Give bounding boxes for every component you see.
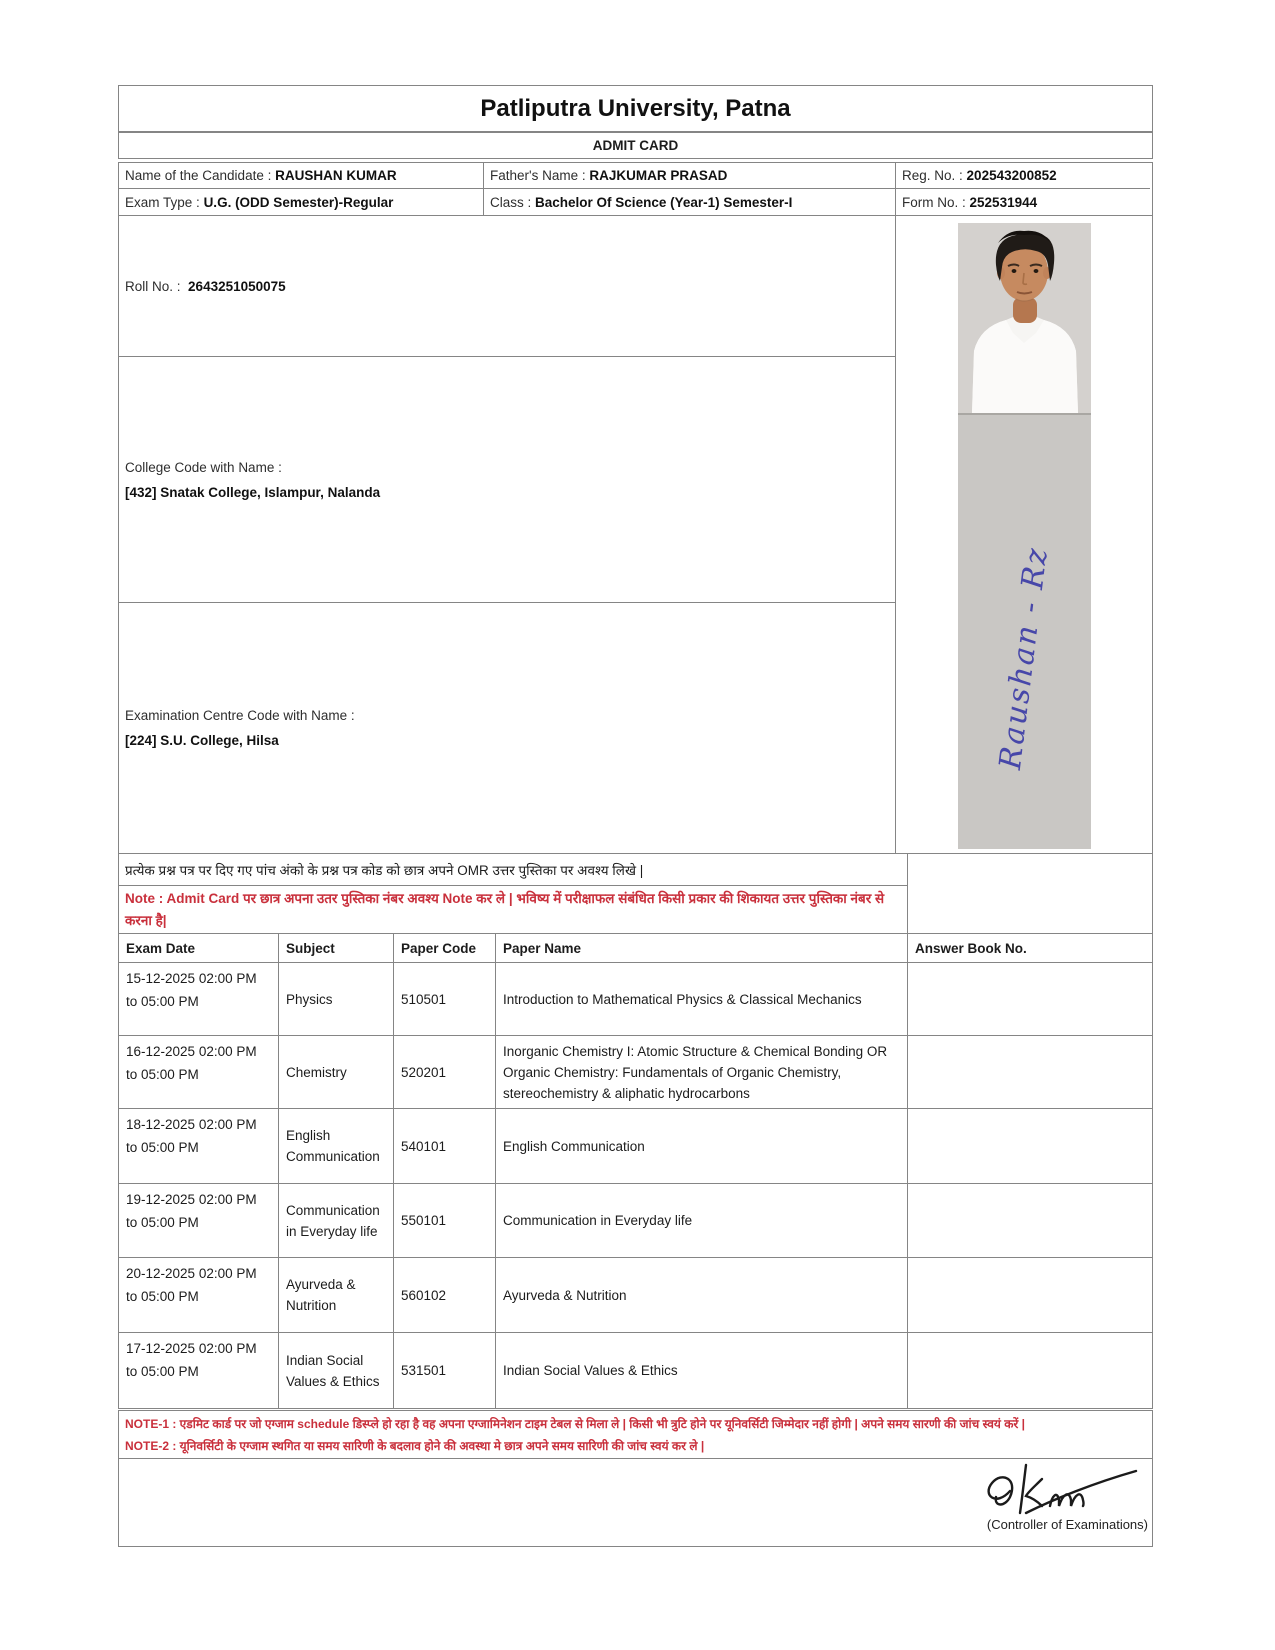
candidate-detail-column: [119, 216, 896, 853]
form-no-label: Form No. :: [902, 194, 966, 210]
notes-empty-cell: [908, 854, 1152, 933]
college-value: [432] Snatak College, Islampur, Nalanda: [125, 484, 381, 500]
omr-note: प्रत्येक प्रश्न पत्र पर दिए गए पांच अंको के प्रश्न पत्र कोड को छात्र अपने OMR उत्तर पुस्तिका पर अवश्य लिखे |: [119, 854, 907, 886]
exam-centre-label: Examination Centre Code with Name :: [125, 708, 355, 723]
admit-red-note: Note : Admit Card पर छात्र अपना उतर पुस्तिका नंबर अवश्य Note कर ले | भविष्य में परीक्षाफल संबंधित किसी प्रकार की शिकायत उत्तर पुस्तिका नंबर से करना है|: [125, 891, 885, 928]
subject-cell: Ayurveda & Nutrition: [279, 1258, 394, 1333]
answer-book-no-cell: [908, 1184, 1152, 1258]
answer-book-no-cell: [908, 1036, 1152, 1109]
college-label: College Code with Name :: [125, 459, 282, 475]
reg-no-label: Reg. No. :: [902, 168, 963, 183]
paper-name-cell: Inorganic Chemistry I: Atomic Structure & Chemical Bonding OR Organic Chemistry: Fundamentals of Organic Chemistry, stereochemistry & aliphatic hydrocarbons: [496, 1036, 908, 1109]
roll-no-value: 2643251050075: [188, 278, 286, 294]
paper-code-cell: 510501: [394, 963, 496, 1036]
admit-card-label: ADMIT CARD: [592, 138, 679, 153]
exam-centre-value: [224] S.U. College, Hilsa: [125, 733, 279, 748]
footer-signature-area: [118, 1459, 1153, 1547]
candidate-name-label: Name of the Candidate :: [125, 168, 272, 183]
candidate-signature-strip: [958, 413, 1091, 849]
admit-card-band: [118, 132, 1153, 159]
university-title-row: [118, 85, 1153, 132]
photo-column: [896, 216, 1152, 853]
exam-type-value: U.G. (ODD Semester)-Regular: [203, 194, 394, 210]
exam-date-cell: 20-12-2025 02:00 PM to 05:00 PM: [119, 1258, 279, 1333]
class-cell: [484, 189, 896, 215]
father-name-value: RAJKUMAR PRASAD: [589, 168, 728, 183]
subject-cell: Communication in Everyday life: [279, 1184, 394, 1258]
footer-note-1: NOTE-1 : एडमिट कार्ड पर जो एग्जाम schedule डिस्प्ले हो रहा है वह अपना एग्जामिनेशन टाइम टेबल से मिला ले | किसी भी त्रुटि होने पर यूनिवर्सिटी जिम्मेदार नहीं होगी | अपने समय सारणी की जांच स्वयं करें |: [125, 1417, 1026, 1431]
exam-date-cell: 19-12-2025 02:00 PM to 05:00 PM: [119, 1184, 279, 1258]
candidate-photo: [958, 223, 1091, 413]
subject-cell: Indian Social Values & Ethics: [279, 1333, 394, 1408]
subject-cell: Physics: [279, 963, 394, 1036]
exam-date-cell: 15-12-2025 02:00 PM to 05:00 PM: [119, 963, 279, 1036]
reg-no-value: 202543200852: [966, 168, 1057, 183]
exam-date-cell: 17-12-2025 02:00 PM to 05:00 PM: [119, 1333, 279, 1408]
form-no-value: 252531944: [969, 194, 1038, 210]
father-name-cell: [484, 163, 896, 189]
candidate-name-cell: [119, 163, 484, 189]
paper-name-cell: Indian Social Values & Ethics: [496, 1333, 908, 1408]
notes-column: [119, 854, 908, 933]
controller-of-examinations-label: (Controller of Examinations): [986, 1517, 1148, 1532]
paper-code-cell: 550101: [394, 1184, 496, 1258]
answer-book-no-cell: [908, 963, 1152, 1036]
exam-centre-cell: [119, 603, 895, 853]
notes-section: [118, 854, 1153, 934]
subject-cell: English Communication: [279, 1109, 394, 1184]
header-paper-code: Paper Code: [394, 934, 496, 963]
roll-no-label: Roll No. :: [125, 278, 185, 294]
footer-notes-box: [118, 1410, 1153, 1459]
answer-book-no-cell: [908, 1333, 1152, 1408]
header-paper-name: Paper Name: [496, 934, 908, 963]
candidate-body-section: [118, 216, 1153, 854]
exam-schedule-table: [118, 934, 1153, 1409]
header-subject: Subject: [279, 934, 394, 963]
candidate-portrait-image: [958, 223, 1091, 413]
candidate-name-value: RAUSHAN KUMAR: [275, 168, 397, 183]
controller-signature-icon: [980, 1461, 1140, 1522]
college-cell: [119, 357, 895, 603]
paper-name-cell: Communication in Everyday life: [496, 1184, 908, 1258]
exam-type-label: Exam Type :: [125, 194, 200, 210]
header-answer-book-no: Answer Book No.: [908, 934, 1152, 963]
exam-type-cell: [119, 189, 484, 215]
admit-card: [118, 85, 1153, 1547]
header-exam-date: Exam Date: [119, 934, 279, 963]
paper-name-cell: English Communication: [496, 1109, 908, 1184]
form-no-cell: [896, 189, 1150, 215]
paper-code-cell: 520201: [394, 1036, 496, 1109]
exam-date-cell: 18-12-2025 02:00 PM to 05:00 PM: [119, 1109, 279, 1184]
reg-no-cell: [896, 163, 1150, 189]
paper-code-cell: 540101: [394, 1109, 496, 1184]
exam-date-cell: 16-12-2025 02:00 PM to 05:00 PM: [119, 1036, 279, 1109]
candidate-info-table: [118, 162, 1153, 216]
paper-code-cell: 531501: [394, 1333, 496, 1408]
paper-name-cell: Introduction to Mathematical Physics & Classical Mechanics: [496, 963, 908, 1036]
subject-cell: Chemistry: [279, 1036, 394, 1109]
roll-no-cell: [119, 216, 895, 357]
paper-name-cell: Ayurveda & Nutrition: [496, 1258, 908, 1333]
answer-book-no-cell: [908, 1258, 1152, 1333]
class-value: Bachelor Of Science (Year-1) Semester-I: [535, 194, 793, 210]
father-name-label: Father's Name :: [490, 168, 586, 183]
answer-book-no-cell: [908, 1109, 1152, 1184]
class-label: Class :: [490, 194, 532, 210]
university-title: Patliputra University, Patna: [480, 94, 791, 122]
candidate-signature-text: Raushan - Rz: [992, 544, 1056, 772]
footer-note-2: NOTE-2 : यूनिवर्सिटी के एग्जाम स्थगित या समय सारिणी के बदलाव होने की अवस्था मे छात्र अपने समय सारिणी की जांच स्वयं कर ले |: [125, 1439, 705, 1453]
paper-code-cell: 560102: [394, 1258, 496, 1333]
